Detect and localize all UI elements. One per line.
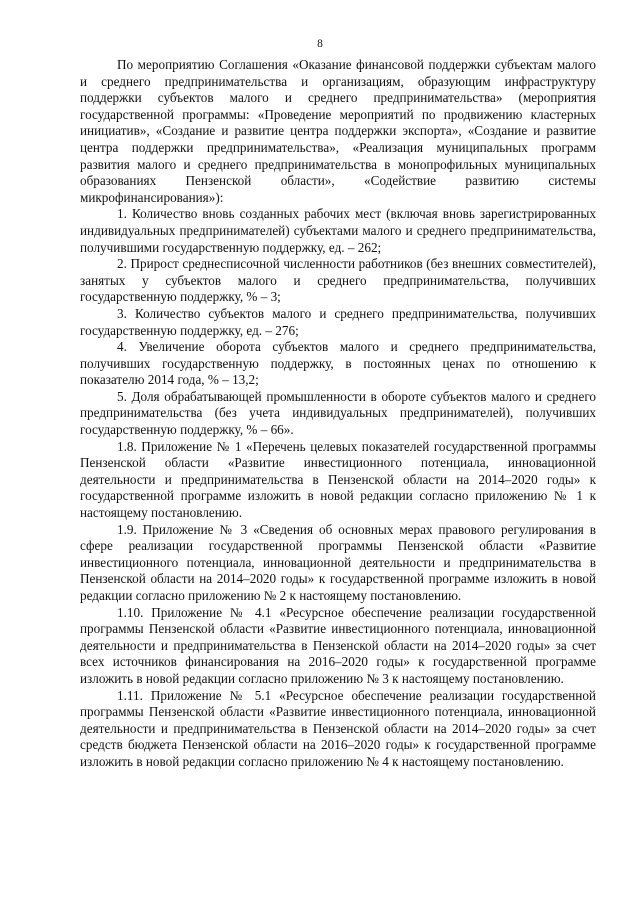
paragraph-agreement-intro: По мероприятию Соглашения «Оказание финансовой поддержки субъектам малого и среднего предпринимательства и организациям, образующим инфраструктуру поддержки субъектов малого и среднего предпринимательства» (мероприятия государственной программы: «Проведение мероприятий по продвижению кластерных инициатив», «Создание и развитие центра поддержки экспорта», «Создание и развитие центра поддержки предпринимательства», «Реализация муниципальных программ развития малого и среднего предпринимательства в монопрофильных муниципальных образованиях Пензенской области», «Содействие развитию системы микрофинансирования»): [80, 57, 596, 205]
paragraph-item-1-11: 1.11. Приложение № 5.1 «Ресурсное обеспечение реализации государственной программы Пензенской области «Развитие инвестиционного потенциала, инновационной деятельности и предпринимательства в Пензенской области на 2014–2020 годы» за счет средств бюджета Пензенской области на 2016–2020 годы» к государственной программе изложить в новой редакции согласно приложению № 4 к настоящему постановлению. [80, 687, 596, 769]
paragraph-indicator-4: 4. Увеличение оборота субъектов малого и среднего предпринимательства, получивших государственную поддержку, в постоянных ценах по отношению к показателю 2014 года, % – 13,2; [80, 339, 596, 388]
paragraph-indicator-1: 1. Количество вновь созданных рабочих мест (включая вновь зарегистрированных индивидуальных предпринимателей) субъектами малого и среднего предпринимательства, получившими государственную поддержку, ед. – 262; [80, 206, 596, 255]
page-number: 8 [317, 38, 323, 50]
paragraph-item-1-8: 1.8. Приложение № 1 «Перечень целевых показателей государственной программы Пензенской области «Развитие инвестиционного потенциала, инновационной деятельности и предпринимательства в Пензенской области на 2014–2020 годы» к государственной программе изложить в новой редакции согласно приложению № 1 к настоящему постановлению. [80, 438, 596, 521]
paragraph-indicator-5: 5. Доля обрабатывающей промышленности в обороте субъектов малого и среднего предпринимательства (без учета индивидуальных предпринимателей), получивших государственную поддержку, % – 66». [80, 388, 596, 438]
paragraph-item-1-10: 1.10. Приложение № 4.1 «Ресурсное обеспечение реализации государственной программы Пензенской области «Развитие инвестиционного потенциала, инновационной деятельности и предпринимательства в Пензенской области на 2014–2020 годы» за счет всех источников финансирования на 2016–2020 годы» к государственной программе изложить в новой редакции согласно приложению № 3 к настоящему постановлению. [80, 604, 596, 686]
paragraph-indicator-2: 2. Прирост среднесписочной численности работников (без внешних совместителей), занятых у субъектов малого и среднего предпринимательства, получивших государственную поддержку, % – 3; [80, 256, 596, 305]
document-body [80, 57, 596, 771]
paragraph-indicator-3: 3. Количество субъектов малого и среднего предпринимательства, получивших государственную поддержку, ед. – 276; [80, 305, 596, 338]
paragraph-item-1-9: 1.9. Приложение № 3 «Сведения об основных мерах правового регулирования в сфере реализации государственной программы Пензенской области «Развитие инвестиционного потенциала, инновационной деятельности и предпринимательства в Пензенской области на 2014–2020 годы» к государственной программе изложить в новой редакции согласно приложению № 2 к настоящему постановлению. [80, 521, 596, 603]
